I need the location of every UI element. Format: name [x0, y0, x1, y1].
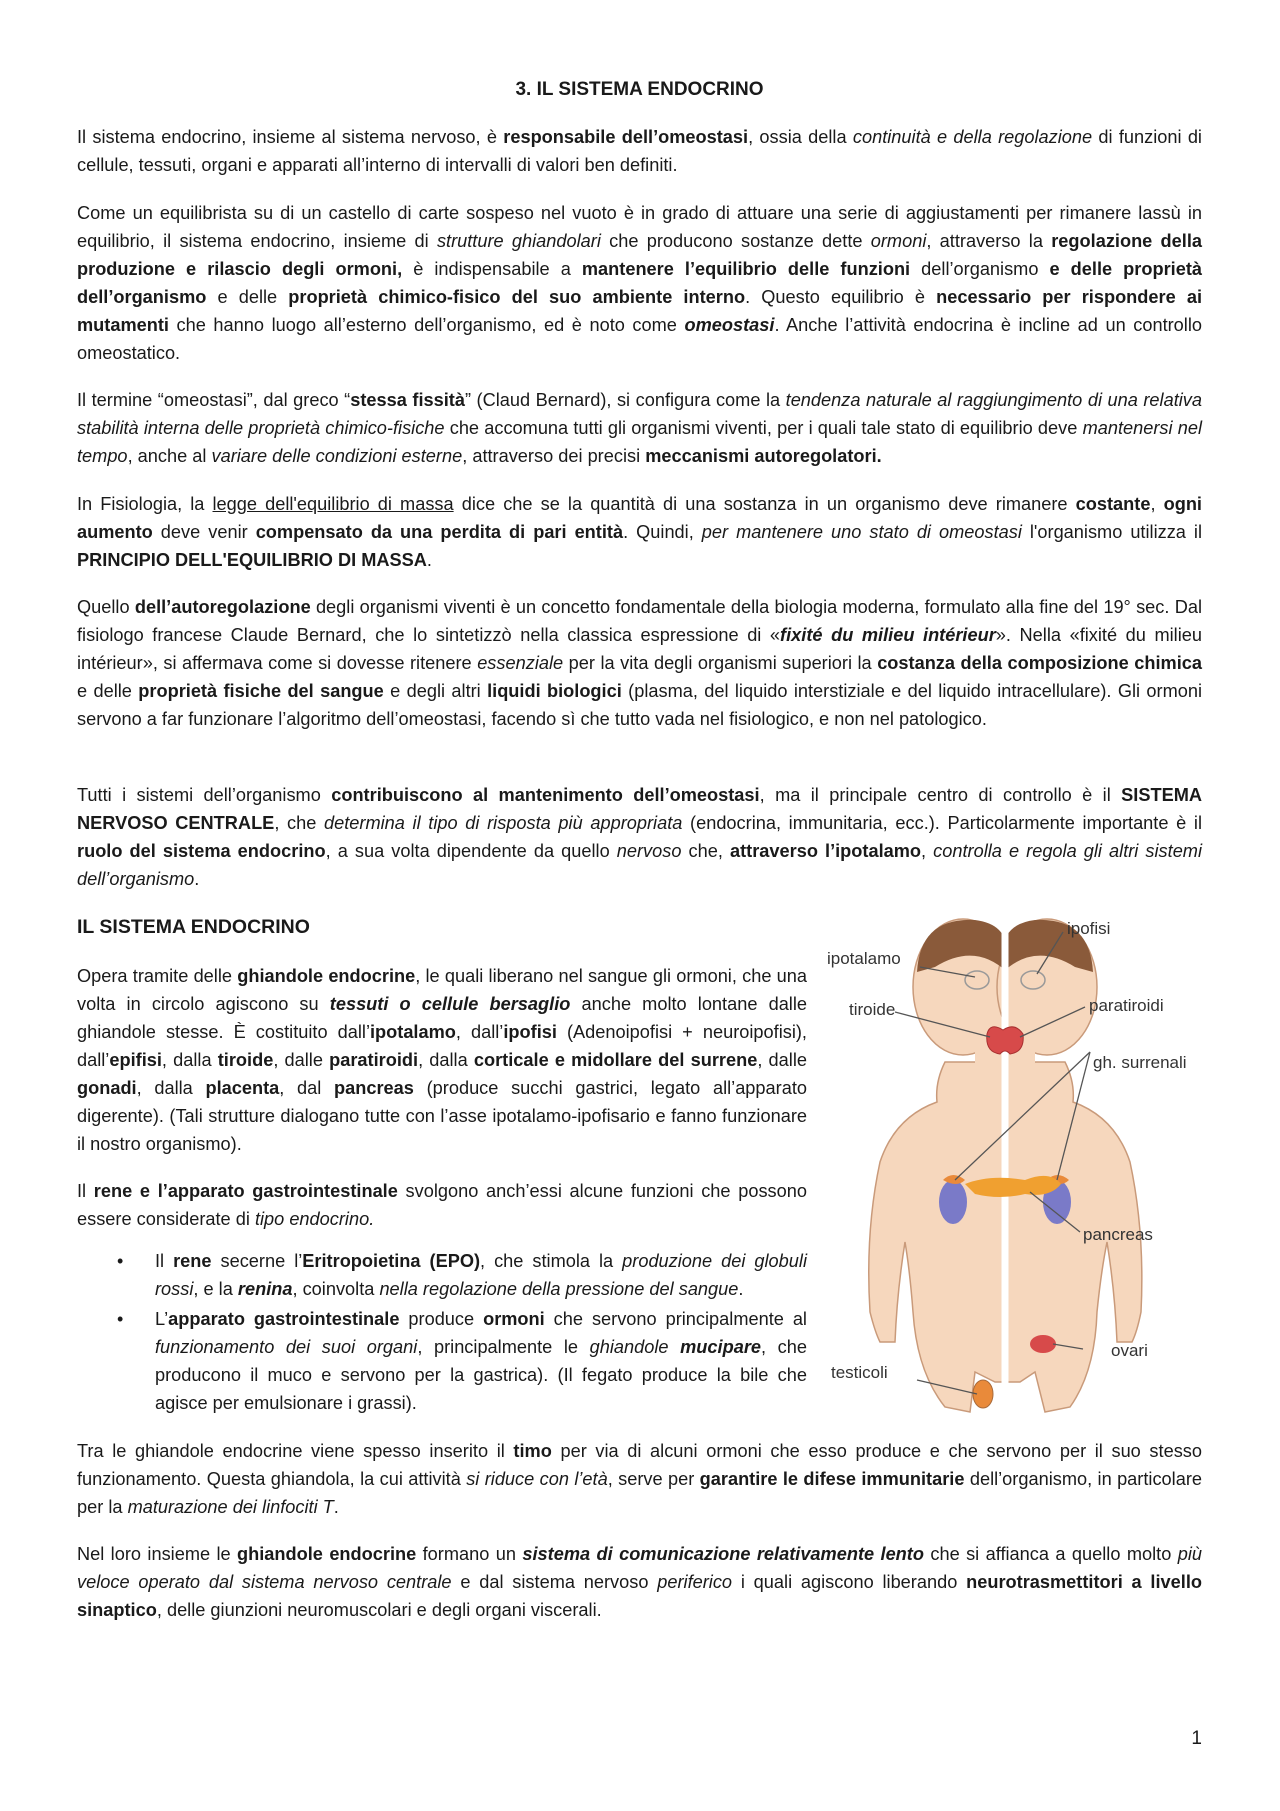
label-paratiroidi: paratiroidi: [1089, 996, 1164, 1015]
paragraph-timo: Tra le ghiandole endocrine viene spesso inserito il timo per via di alcuni ormoni che esso produce e che servono per il suo stesso funzionamento. Questa ghiandola, la cui attività si riduce con l’età, serve per garantire le difese immunitarie dell’organismo, in particolare per la maturazione dei linfociti T.: [77, 1441, 1202, 1517]
list-item: • Il rene secerne l’Eritropoietina (EPO), che stimola la produzione dei globuli rossi, e la renina, coinvolta nella regolazione della pressione del sangue.: [77, 1247, 807, 1303]
page-number: 1: [1191, 1728, 1202, 1749]
ovaio: [1030, 1335, 1056, 1353]
paragraph-sistemi: Tutti i sistemi dell’organismo contribuiscono al mantenimento dell’omeostasi, ma il principale centro di controllo è il SISTEMA NERVOSO CENTRALE, che determina il tipo di risposta più appropriata (endocrina, immunitaria, ecc.). Particolarmente importante è il ruolo del sistema endocrino, a sua volta dipendente da quello nervoso che, attraverso l’ipotalamo, controlla e regola gli altri sistemi dell’organismo.: [77, 785, 1202, 889]
endocrine-figure: [825, 912, 1205, 1422]
paragraph-intro: Il sistema endocrino, insieme al sistema nervoso, è responsabile dell’omeostasi, ossia della continuità e della regolazione di funzioni di cellule, tessuti, organi e apparati all’interno di intervalli di valori ben definiti.: [77, 127, 1202, 175]
label-pancreas: pancreas: [1083, 1225, 1153, 1244]
paragraph-ghiandole: Opera tramite delle ghiandole endocrine, le quali liberano nel sangue gli ormoni, che una volta in circolo agiscono su tessuti o cellule bersaglio anche molto lontane dalle ghiandole stesse. È costituito dall’ipotalamo, dall’ipofisi (Adenoipofisi + neuroipofisi), dall’epifisi, dalla tiroide, dalle paratiroidi, dalla corticale e midollare del surrene, dalle gonadi, dalla placenta, dal pancreas (produce succhi gastrici, legato all’apparato digerente). (Tali strutture dialogano tutte con l’asse ipotalamo-ipofisario e fanno funzionare il nostro organismo).: [77, 966, 808, 1154]
rene-sinistro: [939, 1180, 967, 1224]
endocrine-illustration: [825, 912, 1205, 1422]
bullet-list: [77, 1247, 807, 1419]
paragraph-omeostasi: Il termine “omeostasi”, dal greco “stessa fissità” (Claud Bernard), si configura come la tendenza naturale al raggiungimento di una relativa stabilità interna delle proprietà chimico-fisiche che accomuna tutti gli organismi viventi, per i quali tale stato di equilibrio deve mantenersi nel tempo, anche al variare delle condizioni esterne, attraverso dei precisi meccanismi autoregolatori.: [77, 390, 1202, 466]
tiroide-gland: [987, 1027, 1023, 1054]
paragraph-equilibrio-massa: In Fisiologia, la legge dell'equilibrio di massa dice che se la quantità di una sostanza in un organismo deve rimanere costante, ogni aumento deve venir compensato da una perdita di pari entità. Quindi, per mantenere uno stato di omeostasi l'organismo utilizza il PRINCIPIO DELL'EQUILIBRIO DI MASSA.: [77, 494, 1202, 570]
page-title: 3. IL SISTEMA ENDOCRINO: [515, 79, 764, 100]
label-surrenali: gh. surrenali: [1093, 1053, 1187, 1072]
paragraph-equilibrista: Come un equilibrista su di un castello di carte sospeso nel vuoto è in grado di attuare una serie di aggiustamenti per rimanere lassù in equilibrio, il sistema endocrino, insieme di strutture ghiandolari che producono sostanze dette ormoni, attraverso la regolazione della produzione e rilascio degli ormoni, è indispensabile a mantenere l’equilibrio delle funzioni dell’organismo e delle proprietà dell’organismo e delle proprietà chimico-fisico del suo ambiente interno. Questo equilibrio è necessario per rispondere ai mutamenti che hanno luogo all’esterno dell’organismo, ed è noto come omeostasi. Anche l’attività endocrina è incline ad un controllo omeostatico.: [77, 203, 1203, 363]
label-ovari: ovari: [1111, 1341, 1148, 1360]
paragraph-rene: Il rene e l’apparato gastrointestinale svolgono anch’essi alcune funzioni che possono essere considerate di tipo endocrino.: [77, 1181, 807, 1229]
section-heading: IL SISTEMA ENDOCRINO: [77, 916, 310, 938]
paragraph-comunicazione: Nel loro insieme le ghiandole endocrine formano un sistema di comunicazione relativamente lento che si affianca a quello molto più veloce operato dal sistema nervoso centrale e dal sistema nervoso periferico i quali agiscono liberando neurotrasmettitori a livello sinaptico, delle giunzioni neuromuscolari e degli organi viscerali.: [77, 1544, 1202, 1620]
list-item: • L’apparato gastrointestinale produce ormoni che servono principalmente al funzionamento dei suoi organi, principalmente le ghiandole mucipare, che producono il muco e servono per la gastrica). (Il fegato produce la bile che agisce per emulsionare i grassi).: [77, 1305, 807, 1417]
label-ipofisi: ipofisi: [1067, 919, 1111, 938]
paragraph-autoregolazione: Quello dell’autoregolazione degli organismi viventi è un concetto fondamentale della biologia moderna, formulato alla fine del 19° sec. Dal fisiologo francese Claude Bernard, che lo sintetizzò nella classica espressione di «fixité du milieu intérieur». Nella «fixité du milieu intérieur», si affermava come si dovesse ritenere essenziale per la vita degli organismi superiori la costanza della composizione chimica e delle proprietà fisiche del sangue e degli altri liquidi biologici (plasma, del liquido interstiziale e del liquido intracellulare). Gli ormoni servono a far funzionare l’algoritmo dell’omeostasi, facendo sì che tutto vada nel fisiologico, e non nel patologico.: [77, 597, 1203, 729]
label-ipotalamo: ipotalamo: [827, 949, 901, 968]
document-page: [77, 0, 1202, 1811]
label-tiroide: tiroide: [849, 1000, 896, 1019]
label-testicoli: testicoli: [831, 1363, 888, 1382]
